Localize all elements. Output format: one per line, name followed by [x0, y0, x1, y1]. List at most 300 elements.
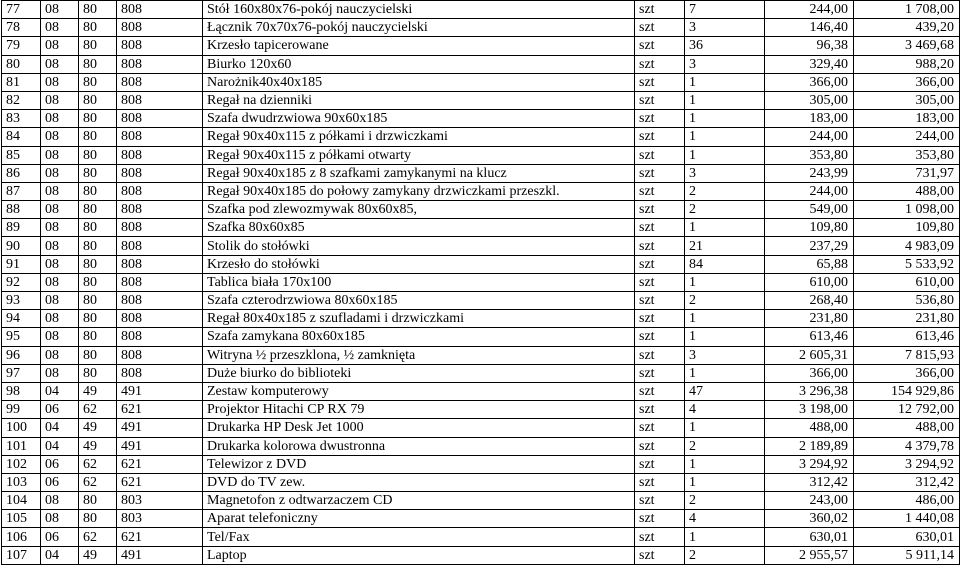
table-row: [2, 164, 960, 182]
category-code-1-cell: 08: [41, 364, 79, 382]
unit-cell: szt: [635, 455, 685, 473]
quantity-cell: 1: [685, 146, 765, 164]
item-name-cell: Regał 90x40x115 z półkami otwarty: [203, 146, 635, 164]
unit-price-cell: 183,00: [765, 110, 854, 128]
unit-price-cell: 613,46: [765, 328, 854, 346]
category-code-1-cell: 08: [41, 310, 79, 328]
row-number-cell: 107: [2, 546, 41, 564]
unit-cell: szt: [635, 346, 685, 364]
item-name-cell: DVD do TV zew.: [203, 473, 635, 491]
item-name-cell: Szafka 80x60x85: [203, 219, 635, 237]
table-row: [2, 182, 960, 200]
unit-price-cell: 305,00: [765, 91, 854, 109]
category-code-2-cell: 80: [79, 510, 117, 528]
category-code-3-cell: 808: [117, 1, 203, 19]
table-row: [2, 91, 960, 109]
row-number-cell: 88: [2, 201, 41, 219]
category-code-1-cell: 06: [41, 401, 79, 419]
category-code-2-cell: 80: [79, 310, 117, 328]
category-code-2-cell: 80: [79, 37, 117, 55]
quantity-cell: 1: [685, 328, 765, 346]
table-row: [2, 1, 960, 19]
item-name-cell: Projektor Hitachi CP RX 79: [203, 401, 635, 419]
quantity-cell: 3: [685, 164, 765, 182]
category-code-3-cell: 808: [117, 237, 203, 255]
total-value-cell: 488,00: [854, 182, 960, 200]
unit-price-cell: 65,88: [765, 255, 854, 273]
unit-price-cell: 244,00: [765, 1, 854, 19]
item-name-cell: Biurko 120x60: [203, 55, 635, 73]
table-row: [2, 546, 960, 564]
table-row: [2, 528, 960, 546]
item-name-cell: Magnetofon z odtwarzaczem CD: [203, 492, 635, 510]
unit-cell: szt: [635, 528, 685, 546]
row-number-cell: 104: [2, 492, 41, 510]
item-name-cell: Duże biurko do biblioteki: [203, 364, 635, 382]
unit-price-cell: 3 296,38: [765, 382, 854, 400]
total-value-cell: 244,00: [854, 128, 960, 146]
category-code-2-cell: 49: [79, 546, 117, 564]
category-code-1-cell: 06: [41, 473, 79, 491]
row-number-cell: 92: [2, 273, 41, 291]
row-number-cell: 86: [2, 164, 41, 182]
row-number-cell: 78: [2, 19, 41, 37]
unit-cell: szt: [635, 255, 685, 273]
table-row: [2, 55, 960, 73]
unit-price-cell: 360,02: [765, 510, 854, 528]
total-value-cell: 4 379,78: [854, 437, 960, 455]
category-code-1-cell: 08: [41, 346, 79, 364]
table-row: [2, 128, 960, 146]
category-code-3-cell: 491: [117, 437, 203, 455]
total-value-cell: 154 929,86: [854, 382, 960, 400]
quantity-cell: 2: [685, 437, 765, 455]
category-code-3-cell: 808: [117, 328, 203, 346]
item-name-cell: Stół 160x80x76-pokój nauczycielski: [203, 1, 635, 19]
table-row: [2, 146, 960, 164]
category-code-3-cell: 803: [117, 492, 203, 510]
category-code-3-cell: 808: [117, 19, 203, 37]
category-code-3-cell: 491: [117, 382, 203, 400]
category-code-1-cell: 08: [41, 255, 79, 273]
row-number-cell: 105: [2, 510, 41, 528]
category-code-1-cell: 08: [41, 328, 79, 346]
item-name-cell: Laptop: [203, 546, 635, 564]
table-row: [2, 292, 960, 310]
category-code-2-cell: 49: [79, 437, 117, 455]
category-code-3-cell: 808: [117, 255, 203, 273]
category-code-1-cell: 08: [41, 237, 79, 255]
quantity-cell: 3: [685, 346, 765, 364]
row-number-cell: 84: [2, 128, 41, 146]
category-code-1-cell: 08: [41, 492, 79, 510]
quantity-cell: 1: [685, 73, 765, 91]
category-code-2-cell: 80: [79, 164, 117, 182]
table-row: [2, 346, 960, 364]
item-name-cell: Zestaw komputerowy: [203, 382, 635, 400]
unit-price-cell: 610,00: [765, 273, 854, 291]
total-value-cell: 439,20: [854, 19, 960, 37]
item-name-cell: Szafa dwudrzwiowa 90x60x185: [203, 110, 635, 128]
total-value-cell: 366,00: [854, 73, 960, 91]
category-code-1-cell: 04: [41, 437, 79, 455]
row-number-cell: 93: [2, 292, 41, 310]
unit-cell: szt: [635, 510, 685, 528]
row-number-cell: 100: [2, 419, 41, 437]
unit-price-cell: 3 198,00: [765, 401, 854, 419]
total-value-cell: 109,80: [854, 219, 960, 237]
category-code-2-cell: 80: [79, 219, 117, 237]
row-number-cell: 80: [2, 55, 41, 73]
table-row: [2, 310, 960, 328]
category-code-3-cell: 808: [117, 364, 203, 382]
category-code-2-cell: 80: [79, 273, 117, 291]
quantity-cell: 1: [685, 310, 765, 328]
item-name-cell: Krzesło do stołówki: [203, 255, 635, 273]
row-number-cell: 91: [2, 255, 41, 273]
category-code-2-cell: 80: [79, 255, 117, 273]
total-value-cell: 1 708,00: [854, 1, 960, 19]
category-code-3-cell: 808: [117, 73, 203, 91]
item-name-cell: Aparat telefoniczny: [203, 510, 635, 528]
item-name-cell: Narożnik40x40x185: [203, 73, 635, 91]
category-code-3-cell: 808: [117, 310, 203, 328]
item-name-cell: Szafka pod zlewozmywak 80x60x85,: [203, 201, 635, 219]
unit-price-cell: 549,00: [765, 201, 854, 219]
row-number-cell: 90: [2, 237, 41, 255]
unit-cell: szt: [635, 19, 685, 37]
item-name-cell: Regał 80x40x185 z szufladami i drzwiczkami: [203, 310, 635, 328]
item-name-cell: Drukarka HP Desk Jet 1000: [203, 419, 635, 437]
quantity-cell: 1: [685, 364, 765, 382]
item-name-cell: Tablica biała 170x100: [203, 273, 635, 291]
unit-cell: szt: [635, 128, 685, 146]
unit-price-cell: 243,99: [765, 164, 854, 182]
category-code-1-cell: 08: [41, 182, 79, 200]
category-code-1-cell: 08: [41, 273, 79, 291]
unit-price-cell: 312,42: [765, 473, 854, 491]
item-name-cell: Regał 90x40x185 z 8 szafkami zamykanymi na klucz: [203, 164, 635, 182]
unit-price-cell: 146,40: [765, 19, 854, 37]
unit-cell: szt: [635, 110, 685, 128]
category-code-3-cell: 808: [117, 182, 203, 200]
unit-price-cell: 109,80: [765, 219, 854, 237]
quantity-cell: 2: [685, 201, 765, 219]
item-name-cell: Stolik do stołówki: [203, 237, 635, 255]
unit-price-cell: 488,00: [765, 419, 854, 437]
table-row: [2, 237, 960, 255]
row-number-cell: 95: [2, 328, 41, 346]
category-code-1-cell: 08: [41, 19, 79, 37]
unit-cell: szt: [635, 237, 685, 255]
quantity-cell: 2: [685, 546, 765, 564]
unit-cell: szt: [635, 419, 685, 437]
row-number-cell: 82: [2, 91, 41, 109]
category-code-3-cell: 621: [117, 401, 203, 419]
category-code-3-cell: 808: [117, 219, 203, 237]
total-value-cell: 353,80: [854, 146, 960, 164]
quantity-cell: 1: [685, 455, 765, 473]
unit-price-cell: 3 294,92: [765, 455, 854, 473]
quantity-cell: 7: [685, 1, 765, 19]
total-value-cell: 610,00: [854, 273, 960, 291]
total-value-cell: 3 294,92: [854, 455, 960, 473]
table-row: [2, 473, 960, 491]
table-row: [2, 110, 960, 128]
unit-cell: szt: [635, 37, 685, 55]
category-code-2-cell: 80: [79, 201, 117, 219]
category-code-2-cell: 62: [79, 528, 117, 546]
quantity-cell: 4: [685, 510, 765, 528]
category-code-1-cell: 04: [41, 382, 79, 400]
unit-price-cell: 96,38: [765, 37, 854, 55]
category-code-1-cell: 08: [41, 91, 79, 109]
item-name-cell: Witryna ½ przeszklona, ½ zamknięta: [203, 346, 635, 364]
row-number-cell: 102: [2, 455, 41, 473]
category-code-2-cell: 80: [79, 91, 117, 109]
table-row: [2, 73, 960, 91]
category-code-2-cell: 80: [79, 292, 117, 310]
category-code-3-cell: 803: [117, 510, 203, 528]
item-name-cell: Tel/Fax: [203, 528, 635, 546]
total-value-cell: 630,01: [854, 528, 960, 546]
unit-cell: szt: [635, 146, 685, 164]
item-name-cell: Regał 90x40x185 do połowy zamykany drzwiczkami przeszkl.: [203, 182, 635, 200]
row-number-cell: 98: [2, 382, 41, 400]
unit-price-cell: 244,00: [765, 182, 854, 200]
item-name-cell: Telewizor z DVD: [203, 455, 635, 473]
total-value-cell: 5 911,14: [854, 546, 960, 564]
unit-price-cell: 366,00: [765, 73, 854, 91]
quantity-cell: 1: [685, 419, 765, 437]
unit-cell: szt: [635, 492, 685, 510]
category-code-3-cell: 808: [117, 164, 203, 182]
table-row: [2, 19, 960, 37]
table-row: [2, 382, 960, 400]
total-value-cell: 1 440,08: [854, 510, 960, 528]
item-name-cell: Regał 90x40x115 z półkami i drzwiczkami: [203, 128, 635, 146]
table-row: [2, 37, 960, 55]
unit-cell: szt: [635, 292, 685, 310]
row-number-cell: 81: [2, 73, 41, 91]
category-code-3-cell: 808: [117, 273, 203, 291]
table-row: [2, 492, 960, 510]
category-code-2-cell: 80: [79, 182, 117, 200]
category-code-3-cell: 808: [117, 55, 203, 73]
unit-cell: szt: [635, 55, 685, 73]
category-code-2-cell: 80: [79, 1, 117, 19]
total-value-cell: 183,00: [854, 110, 960, 128]
item-name-cell: Łącznik 70x70x76-pokój nauczycielski: [203, 19, 635, 37]
category-code-2-cell: 80: [79, 237, 117, 255]
quantity-cell: 84: [685, 255, 765, 273]
category-code-1-cell: 08: [41, 164, 79, 182]
category-code-2-cell: 80: [79, 19, 117, 37]
quantity-cell: 1: [685, 528, 765, 546]
quantity-cell: 2: [685, 292, 765, 310]
quantity-cell: 3: [685, 19, 765, 37]
total-value-cell: 486,00: [854, 492, 960, 510]
row-number-cell: 101: [2, 437, 41, 455]
category-code-1-cell: 08: [41, 292, 79, 310]
category-code-2-cell: 62: [79, 455, 117, 473]
category-code-3-cell: 808: [117, 346, 203, 364]
category-code-2-cell: 80: [79, 492, 117, 510]
table-row: [2, 201, 960, 219]
quantity-cell: 3: [685, 55, 765, 73]
item-name-cell: Drukarka kolorowa dwustronna: [203, 437, 635, 455]
unit-cell: szt: [635, 401, 685, 419]
unit-price-cell: 366,00: [765, 364, 854, 382]
row-number-cell: 103: [2, 473, 41, 491]
row-number-cell: 87: [2, 182, 41, 200]
category-code-2-cell: 80: [79, 346, 117, 364]
total-value-cell: 5 533,92: [854, 255, 960, 273]
row-number-cell: 77: [2, 1, 41, 19]
unit-cell: szt: [635, 310, 685, 328]
table-row: [2, 364, 960, 382]
unit-cell: szt: [635, 164, 685, 182]
total-value-cell: 4 983,09: [854, 237, 960, 255]
total-value-cell: 1 098,00: [854, 201, 960, 219]
total-value-cell: 3 469,68: [854, 37, 960, 55]
unit-price-cell: 329,40: [765, 55, 854, 73]
category-code-2-cell: 80: [79, 73, 117, 91]
unit-cell: szt: [635, 73, 685, 91]
unit-cell: szt: [635, 546, 685, 564]
category-code-1-cell: 08: [41, 146, 79, 164]
category-code-2-cell: 80: [79, 110, 117, 128]
unit-cell: szt: [635, 473, 685, 491]
category-code-2-cell: 62: [79, 401, 117, 419]
category-code-1-cell: 04: [41, 546, 79, 564]
category-code-2-cell: 62: [79, 473, 117, 491]
quantity-cell: 1: [685, 273, 765, 291]
unit-cell: szt: [635, 91, 685, 109]
row-number-cell: 97: [2, 364, 41, 382]
quantity-cell: 47: [685, 382, 765, 400]
total-value-cell: 988,20: [854, 55, 960, 73]
unit-price-cell: 2 605,31: [765, 346, 854, 364]
total-value-cell: 613,46: [854, 328, 960, 346]
inventory-table-body: [2, 1, 960, 565]
category-code-3-cell: 808: [117, 110, 203, 128]
unit-cell: szt: [635, 437, 685, 455]
total-value-cell: 305,00: [854, 91, 960, 109]
category-code-2-cell: 80: [79, 128, 117, 146]
category-code-2-cell: 80: [79, 146, 117, 164]
table-row: [2, 437, 960, 455]
unit-price-cell: 244,00: [765, 128, 854, 146]
category-code-1-cell: 06: [41, 528, 79, 546]
unit-cell: szt: [635, 219, 685, 237]
quantity-cell: 4: [685, 401, 765, 419]
category-code-2-cell: 80: [79, 328, 117, 346]
category-code-3-cell: 808: [117, 146, 203, 164]
category-code-3-cell: 808: [117, 91, 203, 109]
quantity-cell: 1: [685, 110, 765, 128]
category-code-2-cell: 80: [79, 364, 117, 382]
row-number-cell: 79: [2, 37, 41, 55]
category-code-2-cell: 80: [79, 55, 117, 73]
category-code-2-cell: 49: [79, 419, 117, 437]
item-name-cell: Szafa czterodrzwiowa 80x60x185: [203, 292, 635, 310]
category-code-1-cell: 08: [41, 201, 79, 219]
quantity-cell: 1: [685, 91, 765, 109]
quantity-cell: 1: [685, 128, 765, 146]
total-value-cell: 731,97: [854, 164, 960, 182]
table-row: [2, 401, 960, 419]
quantity-cell: 2: [685, 492, 765, 510]
total-value-cell: 12 792,00: [854, 401, 960, 419]
unit-price-cell: 2 955,57: [765, 546, 854, 564]
unit-cell: szt: [635, 201, 685, 219]
table-row: [2, 455, 960, 473]
category-code-1-cell: 08: [41, 110, 79, 128]
unit-cell: szt: [635, 364, 685, 382]
table-row: [2, 219, 960, 237]
table-row: [2, 255, 960, 273]
unit-price-cell: 237,29: [765, 237, 854, 255]
inventory-table: [1, 0, 960, 565]
category-code-3-cell: 808: [117, 128, 203, 146]
table-row: [2, 510, 960, 528]
quantity-cell: 21: [685, 237, 765, 255]
category-code-3-cell: 491: [117, 419, 203, 437]
unit-cell: szt: [635, 273, 685, 291]
category-code-1-cell: 08: [41, 37, 79, 55]
unit-price-cell: 353,80: [765, 146, 854, 164]
row-number-cell: 89: [2, 219, 41, 237]
unit-price-cell: 630,01: [765, 528, 854, 546]
unit-price-cell: 2 189,89: [765, 437, 854, 455]
quantity-cell: 1: [685, 219, 765, 237]
total-value-cell: 312,42: [854, 473, 960, 491]
category-code-1-cell: 06: [41, 455, 79, 473]
row-number-cell: 85: [2, 146, 41, 164]
category-code-3-cell: 491: [117, 546, 203, 564]
row-number-cell: 83: [2, 110, 41, 128]
item-name-cell: Regał na dzienniki: [203, 91, 635, 109]
category-code-1-cell: 08: [41, 510, 79, 528]
unit-cell: szt: [635, 1, 685, 19]
row-number-cell: 99: [2, 401, 41, 419]
item-name-cell: Szafa zamykana 80x60x185: [203, 328, 635, 346]
unit-cell: szt: [635, 382, 685, 400]
quantity-cell: 2: [685, 182, 765, 200]
category-code-1-cell: 04: [41, 419, 79, 437]
total-value-cell: 536,80: [854, 292, 960, 310]
category-code-3-cell: 621: [117, 473, 203, 491]
table-row: [2, 273, 960, 291]
category-code-3-cell: 621: [117, 455, 203, 473]
quantity-cell: 36: [685, 37, 765, 55]
category-code-3-cell: 808: [117, 292, 203, 310]
unit-cell: szt: [635, 328, 685, 346]
total-value-cell: 7 815,93: [854, 346, 960, 364]
category-code-3-cell: 808: [117, 37, 203, 55]
table-row: [2, 419, 960, 437]
table-row: [2, 328, 960, 346]
category-code-1-cell: 08: [41, 73, 79, 91]
total-value-cell: 231,80: [854, 310, 960, 328]
category-code-1-cell: 08: [41, 219, 79, 237]
category-code-3-cell: 808: [117, 201, 203, 219]
row-number-cell: 96: [2, 346, 41, 364]
category-code-1-cell: 08: [41, 128, 79, 146]
unit-price-cell: 243,00: [765, 492, 854, 510]
category-code-2-cell: 49: [79, 382, 117, 400]
